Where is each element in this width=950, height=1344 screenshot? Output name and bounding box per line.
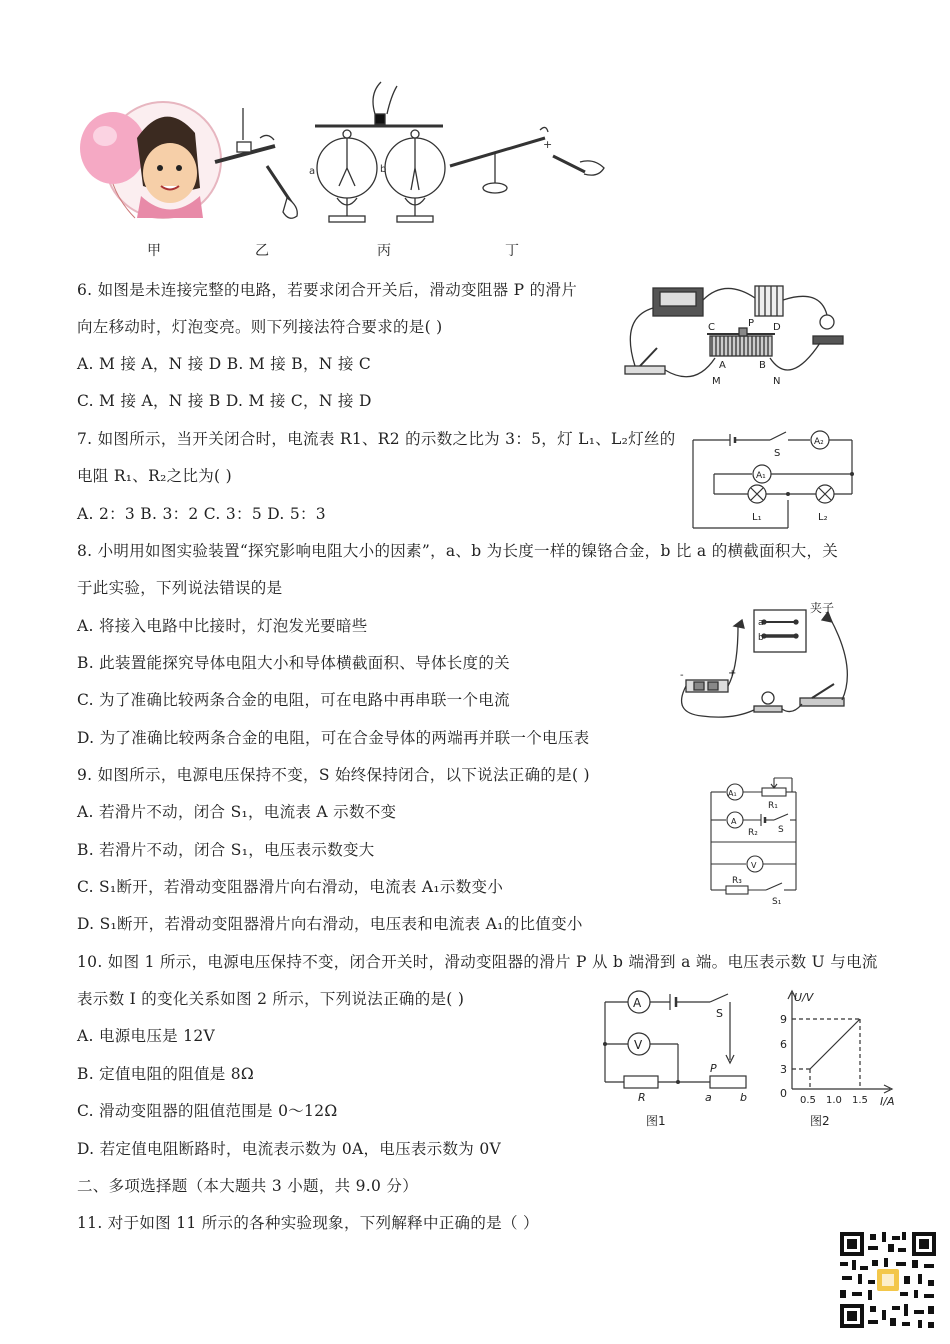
q10-option-d: D. 若定值电阻断路时，电流表示数为 0A，电压表示数为 0V [77,1140,501,1158]
q9-label-R3: R₃ [732,876,742,886]
figure-label-ding: 丁 [505,243,519,259]
q9-label-R1: R₁ [768,801,778,811]
figure-label-jia: 甲 [147,243,161,259]
q7-label-A1: A₁ [756,471,766,481]
q8-stem-line1: 8. 小明用如图实验装置“探究影响电阻大小的因素”，a、b 为长度一样的镍铬合金，b 比 a 的横截面积大，关 [77,542,839,560]
q6-label-M: M [712,376,721,387]
q6-label-N: N [773,376,781,387]
q6-label-D: D [773,322,781,333]
q9-label-V: V [751,861,757,870]
q9-label-R2: R₂ [748,828,758,838]
q7-label-L2: L₂ [818,512,828,523]
q10-fig1-label-V: V [634,1038,643,1052]
q10-stem-line1: 10. 如图 1 所示，电源电压保持不变，闭合开关时，滑动变阻器的滑片 P 从 b 端滑到 a 端。电压表示数 U 与电流 [77,953,878,971]
q8-label-plus: + [728,668,737,679]
q8-apparatus-figure [672,598,862,728]
q10-stem-line2: 表示数 I 的变化关系如图 2 所示，下列说法正确的是( ) [77,990,465,1008]
q10-fig2-ytick: 9 [780,1013,787,1026]
q9-circuit-figure [706,772,802,907]
q7-stem-line2: 电阻 R₁、R₂之比为( ) [77,467,232,485]
q8-option-a: A. 将接入电路中比接时，灯泡发光要暗些 [77,617,368,635]
q10-fig1-label-S: S [716,1007,723,1020]
q10-fig1-label-A: A [633,996,642,1010]
q8-label-a: a [758,618,764,628]
q7-label-S: S [774,448,781,459]
q6-circuit-figure [615,278,860,393]
top-experiment-figure [75,78,615,263]
q9-stem: 9. 如图所示，电源电压保持不变，S 始终保持闭合，以下说法正确的是( ) [77,766,590,784]
q7-label-A2: A₂ [814,437,824,447]
q10-figure1-circuit [600,985,760,1130]
q10-fig2-ytick: 6 [780,1038,787,1051]
q10-fig1-label-a: a [705,1091,712,1104]
q10-fig2-xtick: 0.5 [800,1095,816,1106]
balloon-girl-illustration [80,102,221,218]
q10-option-c: C. 滑动变阻器的阻值范围是 0～12Ω [77,1102,338,1120]
q10-fig2-xlabel: I/A [880,1095,895,1108]
q9-label-S: S [778,825,784,835]
q7-options: A. 2：3 B. 3：2 C. 3：5 D. 5：3 [77,505,326,523]
q10-fig2-caption: 图2 [810,1114,830,1128]
q6-label-B: B [759,360,766,371]
rod-sign-label: + [543,138,553,151]
q8-option-b: B. 此装置能探究导体电阻大小和导体横截面积、导体长度的关 [77,654,510,672]
section2-heading: 二、多项选择题（本大题共 3 小题，共 9.0 分） [77,1177,419,1195]
q6-label-C: C [708,322,715,333]
q10-figure2-graph [772,985,912,1130]
q10-fig2-ylabel: U/V [794,991,814,1004]
q10-fig1-caption: 图1 [646,1114,666,1128]
q7-label-L1: L₁ [752,512,762,523]
q7-circuit-figure [690,428,860,530]
q6-label-A: A [719,360,726,371]
q6-stem-line2: 向左移动时，灯泡变亮。则下列接法符合要求的是( ) [77,318,443,336]
q6-stem-line1: 6. 如图是未连接完整的电路，若要求闭合开关后，滑动变阻器 P 的滑片 [77,281,578,299]
q10-option-b: B. 定值电阻的阻值是 8Ω [77,1065,255,1083]
q8-label-b: b [758,633,764,643]
q10-fig2-ytick: 3 [780,1063,787,1076]
q10-fig2-ytick: 0 [780,1087,787,1100]
q8-stem-line2: 于此实验，下列说法错误的是 [77,579,283,597]
electroscope-a-label: a [309,166,316,177]
q9-option-a: A. 若滑片不动，闭合 S₁，电流表 A 示数不变 [77,803,397,821]
q10-fig1-label-R: R [638,1091,646,1104]
q8-label-minus: - [680,670,684,681]
qr-code-icon [838,1230,938,1330]
q9-option-b: B. 若滑片不动，闭合 S₁，电压表示数变大 [77,841,375,859]
q10-fig2-xtick: 1.0 [826,1095,842,1106]
figure-label-yi: 乙 [255,243,269,259]
suspended-rod-apparatus [215,108,297,218]
electroscope-b-label: b [380,164,387,175]
q9-label-A1: A₁ [728,789,737,798]
q8-label-clip: 夹子 [810,601,835,615]
pivot-rod-apparatus [450,127,604,193]
q6-options-ab: A. M 接 A，N 接 D B. M 接 B，N 接 C [77,355,372,373]
electroscopes-apparatus [315,82,445,222]
q10-fig1-label-P: P [710,1062,717,1075]
q8-option-c: C. 为了准确比较两条合金的电阻，可在电路中再串联一个电流 [77,691,510,709]
q10-fig1-label-b: b [740,1091,747,1104]
q9-label-S1: S₁ [772,897,782,907]
q7-stem-line1: 7. 如图所示，当开关闭合时，电流表 R1、R2 的示数之比为 3：5，灯 L₁、L₂灯丝的 [77,430,676,448]
q10-fig2-xtick: 1.5 [852,1095,868,1106]
q6-label-P: P [748,318,755,329]
q6-options-cd: C. M 接 A，N 接 B D. M 接 C，N 接 D [77,392,372,410]
q9-option-c: C. S₁断开，若滑动变阻器滑片向右滑动，电流表 A₁示数变小 [77,878,504,896]
q8-option-d: D. 为了准确比较两条合金的电阻，可在合金导体的两端再并联一个电压表 [77,729,590,747]
q11-stem: 11. 对于如图 11 所示的各种实验现象，下列解释中正确的是（ ） [77,1214,539,1232]
q9-label-A: A [731,817,737,826]
q9-option-d: D. S₁断开，若滑动变阻器滑片向右滑动，电压表和电流表 A₁的比值变小 [77,915,583,933]
q10-option-a: A. 电源电压是 12V [77,1027,215,1045]
figure-label-bing: 丙 [377,243,391,259]
